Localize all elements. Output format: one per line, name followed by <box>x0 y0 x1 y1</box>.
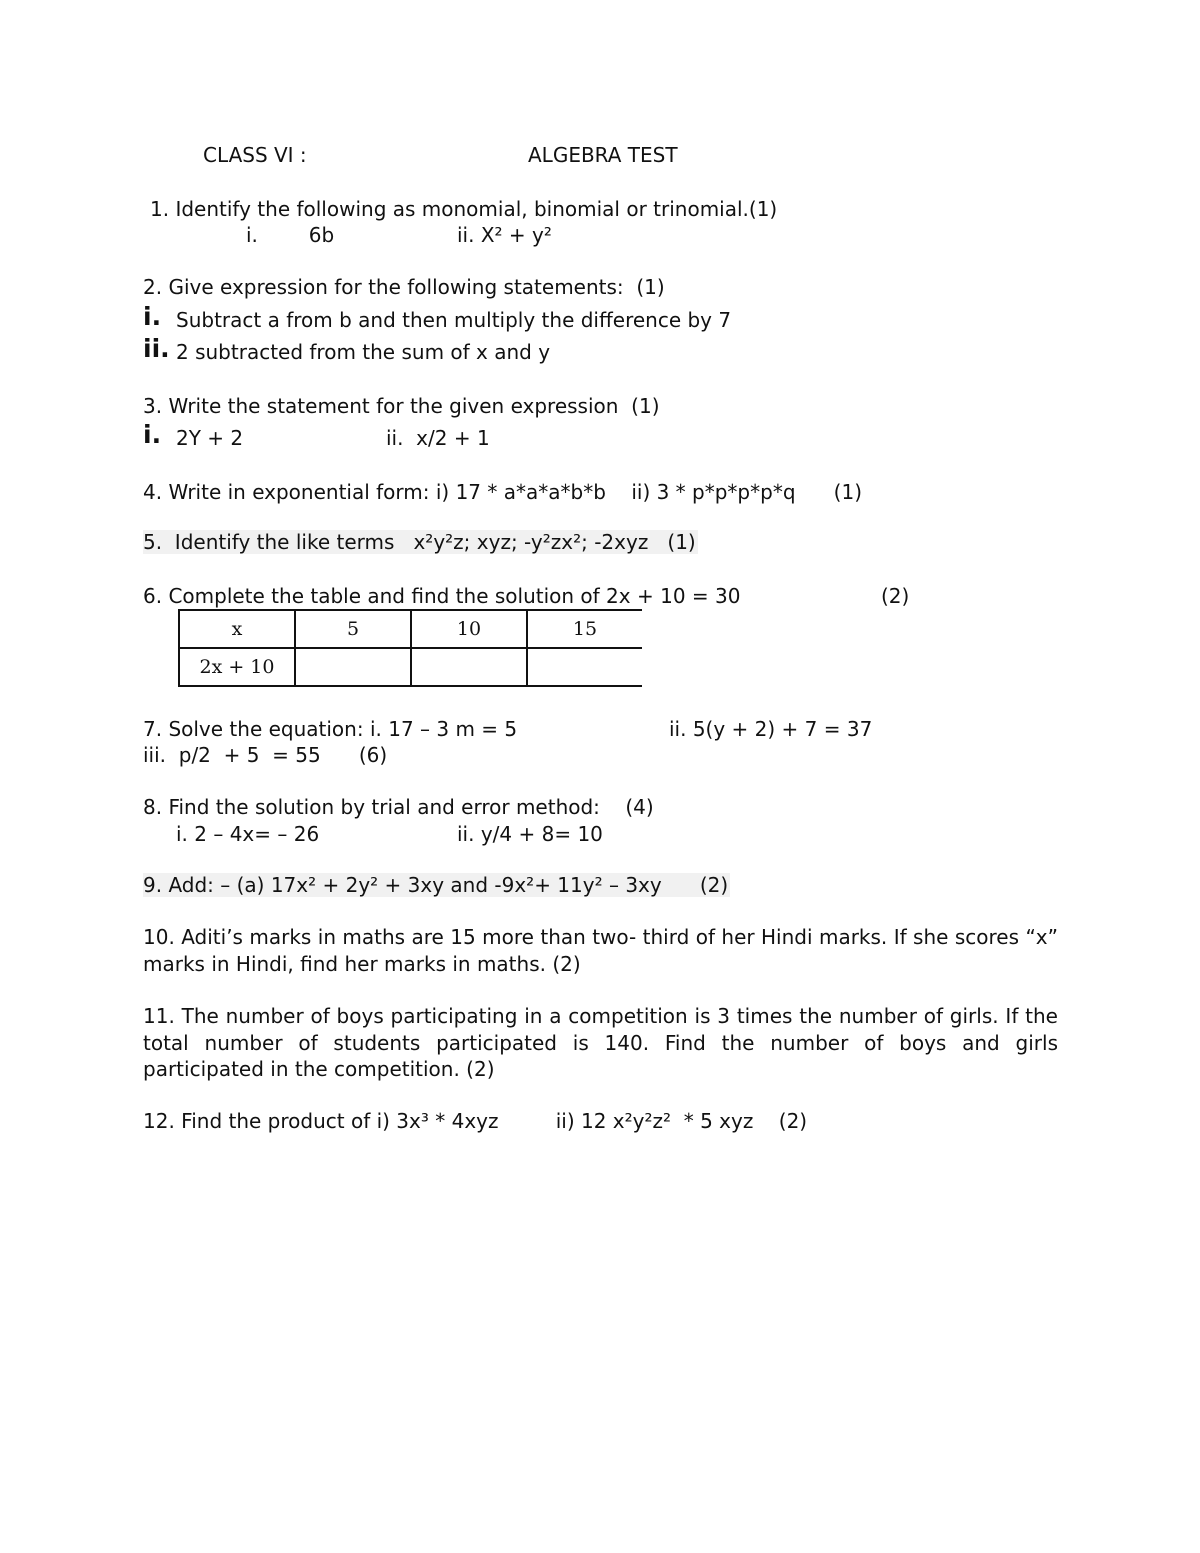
question-7-part-ii: ii. 5(y + 2) + 7 = 37 <box>669 717 873 741</box>
table-cell: 5 <box>295 610 411 648</box>
table-row <box>179 610 642 648</box>
question-2-part-i-number: i. <box>143 302 162 331</box>
question-1-part-ii: ii. X² + y² <box>457 223 552 247</box>
question-3-part-i: 2Y + 2 <box>176 426 244 450</box>
table-cell <box>295 648 411 686</box>
question-9: 9. Add: – (a) 17x² + 2y² + 3xy and -9x²+ 11y² – 3xy (2) <box>143 873 729 897</box>
question-6-marks: (2) <box>881 584 910 608</box>
question-2-part-ii-number: ii. <box>143 334 170 363</box>
page-title: ALGEBRA TEST <box>528 143 678 167</box>
question-2: 2. Give expression for the following statements: (1) <box>143 275 665 299</box>
question-8: 8. Find the solution by trial and error method: (4) <box>143 795 654 819</box>
question-1-part-i: i. 6b <box>246 223 335 247</box>
question-6: 6. Complete the table and find the solution of 2x + 10 = 30 <box>143 584 741 608</box>
question-3: 3. Write the statement for the given expression (1) <box>143 394 660 418</box>
question-10: 10. Aditi’s marks in maths are 15 more than two- third of her Hindi marks. If she scores “x” marks in Hindi, find her marks in maths. (2) <box>143 925 1058 976</box>
question-7: 7. Solve the equation: i. 17 – 3 m = 5 <box>143 717 518 741</box>
question-7-part-iii: iii. p/2 + 5 = 55 (6) <box>143 743 388 767</box>
question-5: 5. Identify the like terms x²y²z; xyz; -y²zx²; -2xyz (1) <box>143 530 696 554</box>
question-3-part-i-number: i. <box>143 420 162 449</box>
table-cell <box>411 648 527 686</box>
question-1: 1. Identify the following as monomial, binomial or trinomial.(1) <box>150 197 778 221</box>
question-12: 12. Find the product of i) 3x³ * 4xyz ii) 12 x²y²z² * 5 xyz (2) <box>143 1109 808 1133</box>
question-2-part-ii: 2 subtracted from the sum of x and y <box>176 340 551 364</box>
table-cell: x <box>179 610 295 648</box>
class-label: CLASS VI : <box>203 143 307 167</box>
question-8-part-ii: ii. y/4 + 8= 10 <box>457 822 603 846</box>
question-4: 4. Write in exponential form: i) 17 * a*a*a*b*b ii) 3 * p*p*p*p*q (1) <box>143 480 862 504</box>
table-cell <box>527 648 642 686</box>
table-row <box>179 648 642 686</box>
table-cell: 15 <box>527 610 642 648</box>
question-11: 11. The number of boys participating in a competition is 3 times the number of girls. If the total number of students participated is 140. Find the number of boys and girls participated in the competition. (2) <box>143 1004 1058 1081</box>
question-3-part-ii: ii. x/2 + 1 <box>386 426 490 450</box>
question-2-part-i: Subtract a from b and then multiply the difference by 7 <box>176 308 732 332</box>
question-6-table <box>178 609 642 687</box>
table-cell: 10 <box>411 610 527 648</box>
question-8-part-i: i. 2 – 4x= – 26 <box>176 822 320 846</box>
table-cell: 2x + 10 <box>179 648 295 686</box>
